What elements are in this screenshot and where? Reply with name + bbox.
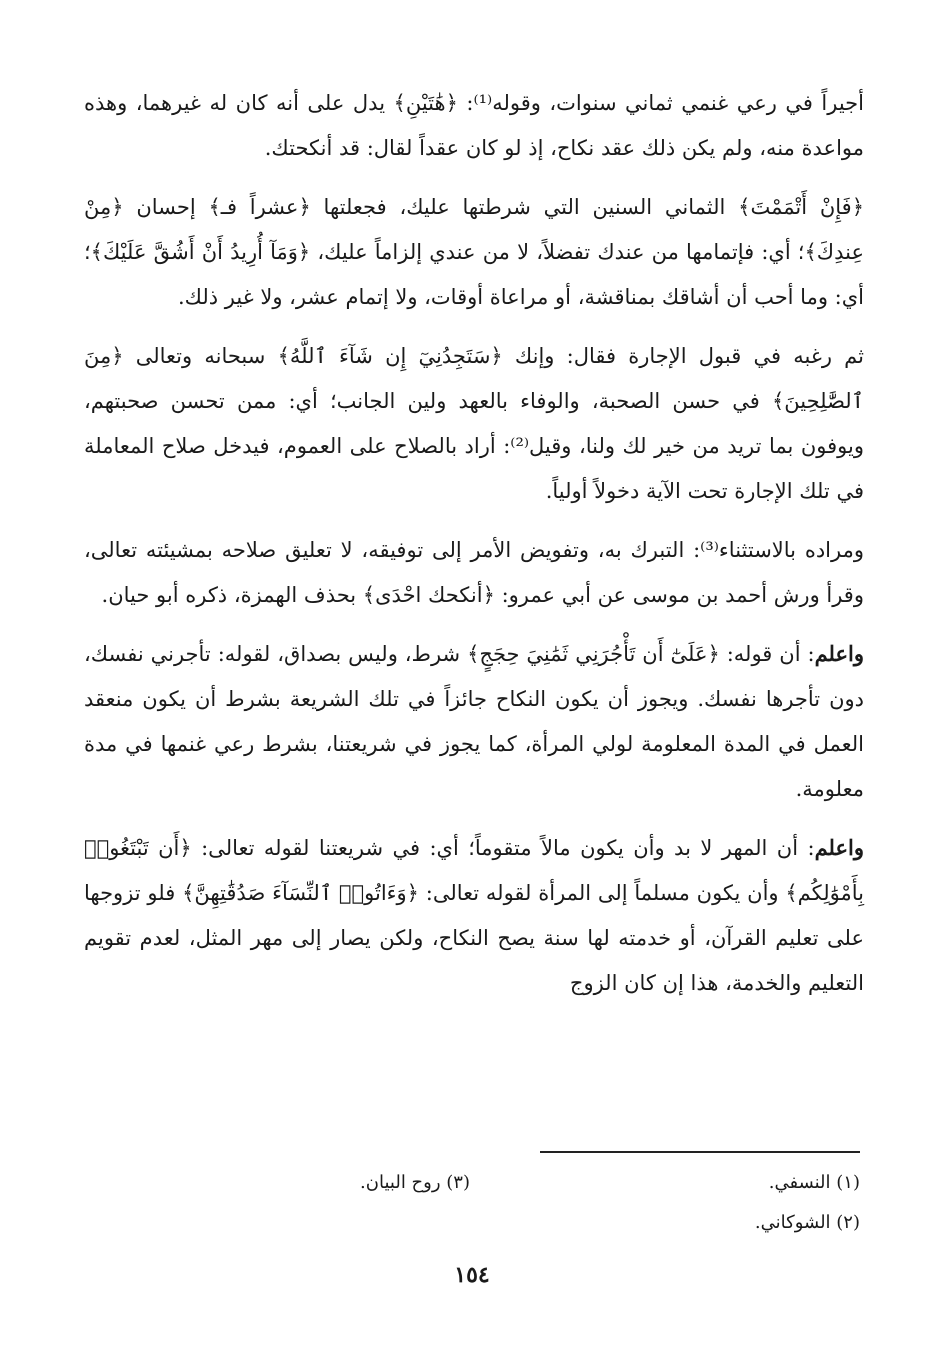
paragraph-6-text: : أن المهر لا بد وأن يكون مالاً متقوماً؛ أي: في شريعتنا لقوله تعالى: ﴿أَن تَبْتَغُوا۟ بِأَمْوَٰلِكُم﴾ وأن يكون مسلماً إلى المرأة لقوله تعالى: ﴿وَءَاتُوا۟ ٱلنِّسَآءَ صَدُقَٰتِهِنَّ﴾ فلو تزوجها على تعليم القرآن، أو خدمته لها سنة يصح النكاح، ولكن يصار إلى مهر المثل، لعدم تقويم التعليم والخدمة، هذا إن كان الزوج (84, 836, 864, 995)
footnote-3: (٣) روح البيان. (360, 1172, 470, 1193)
footnote-1: (١) النسفي. (768, 1172, 860, 1193)
paragraph-4 (84, 527, 864, 618)
paragraph-1-text: أجيراً في رعي غنمي ثماني سنوات، وقوله⁽¹⁾: ﴿هَٰتَيْنِ﴾ يدل على أنه كان له غيرهما، وهذه مواعدة منه، ولم يكن ذلك عقد نكاح، إذ لو كان عقداً لقال: قد أنكحتك. (84, 91, 864, 160)
footnotes (80, 1163, 860, 1243)
paragraph-5 (84, 631, 864, 812)
footnote-2: (٢) الشوكاني. (754, 1212, 860, 1233)
page-body (84, 80, 864, 1019)
paragraph-1 (84, 80, 864, 171)
footnote-row-1 (80, 1163, 860, 1203)
footnote-row-2 (80, 1203, 860, 1243)
paragraph-5-text: : أن قوله: ﴿عَلَىٰٓ أَن تَأْجُرَنِي ثَمَٰنِيَ حِجَجٍ﴾ شرط، وليس بصداق، لقوله: تأجرني نفسك، دون تأجرها نفسك. ويجوز أن يكون النكاح جائزاً في تلك الشريعة بشرط أن يكون منعقد العمل في المدة المعلومة لولي المرأة، كما يجوز في شريعتنا، بشرط رعي غنمها في مدة معلومة. (84, 642, 864, 801)
paragraph-6-lead: واعلم (814, 835, 864, 860)
footnote-separator (540, 1151, 860, 1153)
paragraph-4-text: ومراده بالاستثناء⁽³⁾: التبرك به، وتفويض الأمر إلى توفيقه، لا تعليق صلاحه بمشيئته تعالى، وقرأ ورش أحمد بن موسى عن أبي عمرو: ﴿أنكحك احْدَى﴾ بحذف الهمزة، ذكره أبو حيان. (84, 538, 864, 607)
paragraph-3-text: ثم رغبه في قبول الإجارة فقال: وإنك ﴿سَتَجِدُنِيٓ إِن شَآءَ ٱللَّهُ﴾ سبحانه وتعالى ﴿مِنَ ٱلصَّٰلِحِينَ﴾ في حسن الصحبة، والوفاء بالعهد ولين الجانب؛ أي: ممن تحسن صحبتهم، ويوفون بما تريد من خير لك ولنا، وقيل⁽²⁾: أراد بالصلاح على العموم، فيدخل صلاح المعاملة في تلك الإجارة تحت الآية دخولاً أولياً. (84, 344, 864, 503)
paragraph-6 (84, 825, 864, 1006)
page-number: ١٥٤ (454, 1262, 490, 1288)
paragraph-3 (84, 333, 864, 514)
paragraph-5-lead: واعلم (814, 641, 864, 666)
paragraph-2 (84, 184, 864, 320)
paragraph-2-text: ﴿فَإِنْ أَتْمَمْتَ﴾ الثماني السنين التي شرطتها عليك، فجعلتها ﴿عشراً فـ﴾ إحسان ﴿مِنْ عِندِكَ﴾؛ أي: فإتمامها من عندك تفضلاً، لا من عندي إلزاماً عليك، ﴿وَمَآ أُرِيدُ أَنْ أَشُقَّ عَلَيْكَ﴾؛ أي: وما أحب أن أشاقك بمناقشة، أو مراعاة أوقات، ولا إتمام عشر، ولا غير ذلك. (84, 195, 864, 309)
